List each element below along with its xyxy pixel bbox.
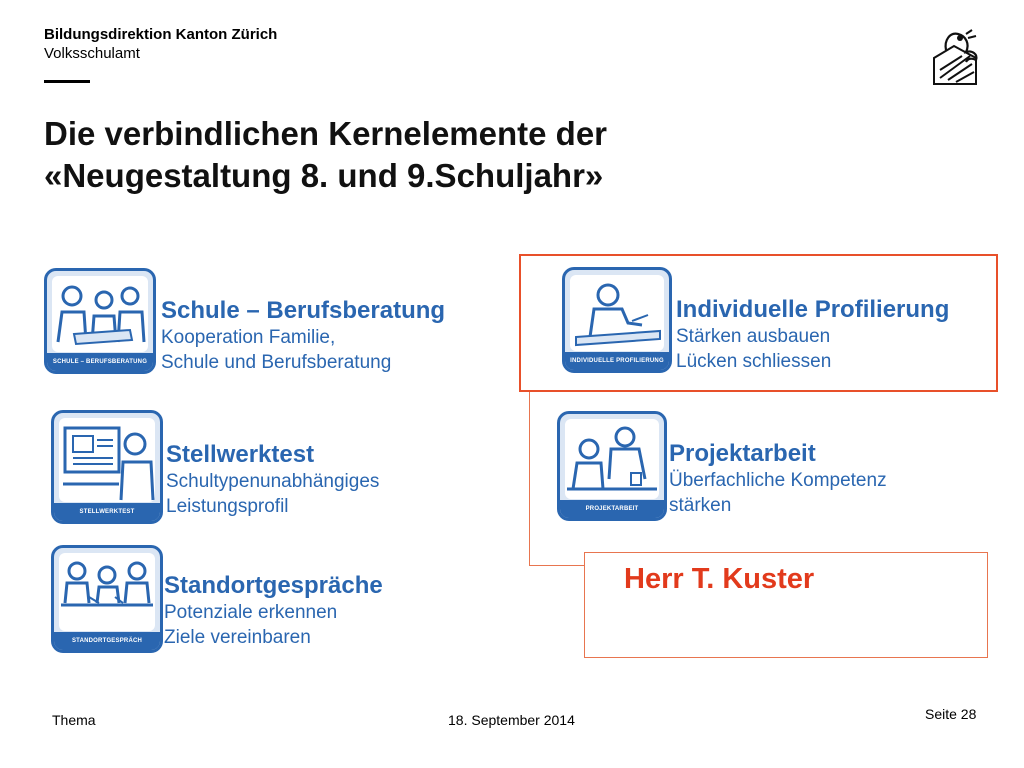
meeting-table-icon (59, 553, 155, 631)
zurich-lion-crest-icon (926, 28, 984, 88)
slide-title (44, 113, 844, 197)
individuelle-profilierung-line-1: Stärken ausbauen (676, 326, 831, 347)
standortgespraeche-text (164, 572, 383, 650)
student-writing-icon (570, 275, 664, 351)
individuelle-profilierung-tile-label: INDIVIDUELLE PROFILIERUNG (570, 358, 664, 364)
schule-berufsberatung-tile (44, 268, 156, 374)
individuelle-profilierung-tile (562, 267, 672, 373)
individuelle-profilierung-heading: Individuelle Profilierung (676, 296, 950, 323)
stellwerktest-line-2: Leistungsprofil (166, 496, 289, 517)
standortgespraeche-heading: Standortgespräche (164, 572, 383, 599)
projektarbeit-heading: Projektarbeit (669, 440, 816, 467)
projektarbeit-tile-label: PROJEKTARBEIT (585, 506, 639, 512)
stellwerktest-tile-label: STELLWERKTEST (79, 509, 135, 515)
stellwerktest-text (166, 441, 379, 519)
stellwerktest-tile (51, 410, 163, 524)
projektarbeit-text (669, 440, 887, 518)
footer-page-number: Seite 28 (925, 706, 977, 722)
presenter-name: Herr T. Kuster (624, 563, 815, 595)
slide-title-line-1: Die verbindlichen Kernelemente der (44, 115, 608, 152)
footer-date: 18. September 2014 (448, 712, 575, 728)
consultation-people-icon (52, 276, 148, 352)
projektarbeit-line-1: Überfachliche Kompetenz (669, 470, 887, 491)
standortgespraech-tile (51, 545, 163, 653)
individuelle-profilierung-line-2: Lücken schliessen (676, 351, 832, 372)
standortgespraech-tile-label: STANDORTGESPRÄCH (71, 638, 143, 644)
projektarbeit-tile (557, 411, 667, 521)
computer-test-icon (59, 418, 155, 502)
stellwerktest-heading: Stellwerktest (166, 441, 315, 468)
projektarbeit-line-2: stärken (669, 495, 732, 516)
schule-berufsberatung-text (161, 297, 445, 375)
organization-header (44, 26, 277, 63)
organization-name: Bildungsdirektion Kanton Zürich (44, 26, 278, 43)
project-collaboration-icon (565, 419, 659, 499)
schule-berufsberatung-tile-label: SCHULE – BERUFSBERATUNG (52, 359, 148, 365)
stellwerktest-line-1: Schultypenunabhängiges (166, 471, 380, 492)
schule-berufsberatung-line-1: Kooperation Familie, (161, 327, 336, 348)
individuelle-profilierung-text (676, 296, 949, 374)
standortgespraeche-line-2: Ziele vereinbaren (164, 627, 311, 648)
standortgespraeche-line-1: Potenziale erkennen (164, 602, 338, 623)
header-rule (44, 80, 90, 83)
footer-topic: Thema (52, 712, 96, 728)
organization-subunit: Volksschulamt (44, 45, 140, 62)
schule-berufsberatung-heading: Schule – Berufsberatung (161, 297, 446, 324)
connector-line-vertical (529, 392, 530, 566)
schule-berufsberatung-line-2: Schule und Berufsberatung (161, 352, 392, 373)
slide-title-line-2: «Neugestaltung 8. und 9.Schuljahr» (44, 157, 604, 194)
connector-line-horizontal (529, 565, 584, 566)
